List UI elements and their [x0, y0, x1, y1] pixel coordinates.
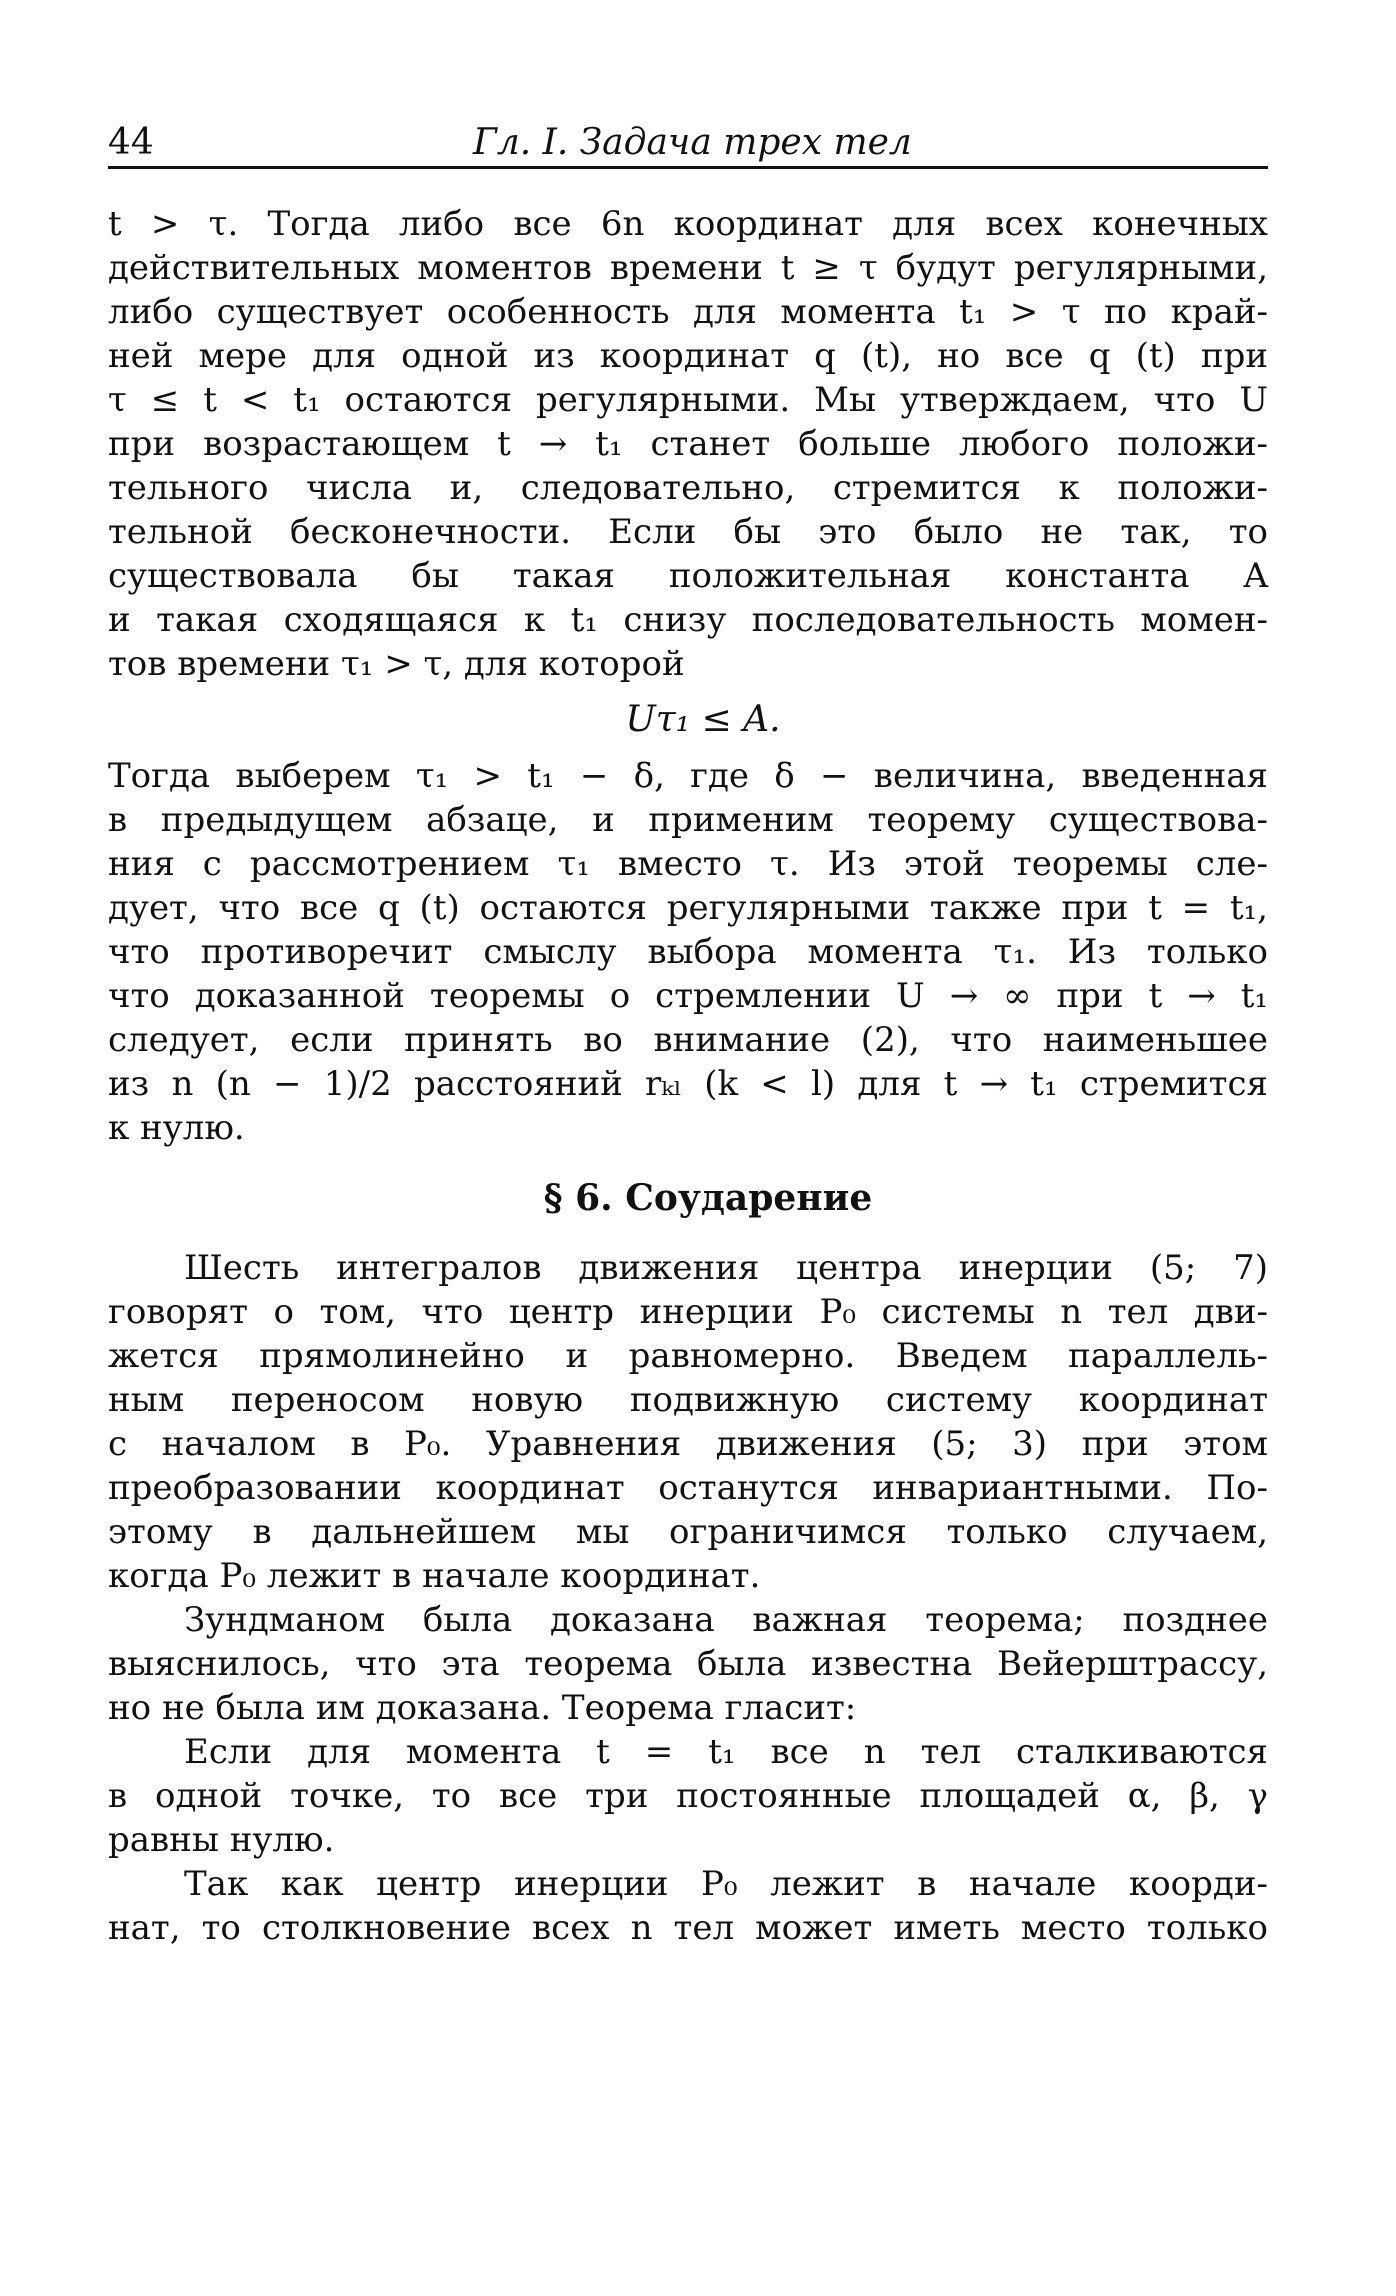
text-line: этому в дальнейшем мы ограничимся только случаем,: [108, 1512, 1268, 1552]
text-line: дует, что все q (t) остаются регулярными также при t = t₁,: [108, 888, 1268, 928]
text-line: к нулю.: [108, 1108, 245, 1148]
paragraph-4: [108, 1598, 1268, 1730]
text-line: говорят о том, что центр инерции P₀ системы n тел дви-: [108, 1292, 1268, 1332]
text-line: что противоречит смыслу выбора момента τ₁. Из только: [108, 932, 1268, 972]
text-line: Так как центр инерции P₀ лежит в начале коорди-: [184, 1864, 1268, 1904]
text-line: с началом в P₀. Уравнения движения (5; 3) при этом: [108, 1424, 1268, 1464]
text-line: когда P₀ лежит в начале координат.: [108, 1556, 761, 1596]
page-number: 44: [108, 122, 154, 163]
header-rule: [108, 166, 1268, 169]
text-line: тельной бесконечности. Если бы это было не так, то: [108, 512, 1268, 552]
page-body: [108, 202, 1268, 1950]
text-line: ным переносом новую подвижную систему координат: [108, 1380, 1268, 1420]
running-title: Гл. I. Задача трех тел: [473, 122, 912, 163]
text-line: но не была им доказана. Теорема гласит:: [108, 1688, 857, 1728]
text-line: из n (n − 1)/2 расстояний rₖₗ (k < l) для t → t₁ стремится: [108, 1064, 1268, 1104]
text-line: следует, если принять во внимание (2), что наименьшее: [108, 1020, 1268, 1060]
text-line: существовала бы такая положительная константа A: [108, 556, 1268, 596]
text-line: Если для момента t = t₁ все n тел сталкиваются: [184, 1732, 1268, 1772]
paragraph-1: [108, 202, 1268, 686]
text-line: τ ≤ t < t₁ остаются регулярными. Мы утверждаем, что U: [108, 380, 1268, 420]
text-line: при возрастающем t → t₁ станет больше любого положи-: [108, 424, 1268, 464]
text-line: и такая сходящаяся к t₁ снизу последовательность момен-: [108, 600, 1268, 640]
text-line: жется прямолинейно и равномерно. Введем параллель-: [108, 1336, 1268, 1376]
paragraph-6: [108, 1862, 1268, 1950]
text-line: преобразовании координат останутся инвариантными. По-: [108, 1468, 1268, 1508]
text-line: Зундманом была доказана важная теорема; позднее: [184, 1600, 1268, 1640]
text-line: равны нулю.: [108, 1820, 335, 1860]
text-line: выяснилось, что эта теорема была известна Вейерштрассу,: [108, 1644, 1268, 1684]
text-line: что доказанной теоремы о стремлении U → ∞ при t → t₁: [108, 976, 1268, 1016]
text-line: Тогда выберем τ₁ > t₁ − δ, где δ − величина, введенная: [108, 756, 1268, 796]
paragraph-2: [108, 754, 1268, 1150]
section-heading: § 6. Соударение: [543, 1177, 873, 1219]
text-line: тельного числа и, следовательно, стремится к положи-: [108, 468, 1268, 508]
text-line: ния с рассмотрением τ₁ вместо τ. Из этой теоремы сле-: [108, 844, 1268, 884]
paragraph-5: [108, 1730, 1268, 1862]
paragraph-3: [108, 1246, 1268, 1598]
text-line: либо существует особенность для момента t₁ > τ по край-: [108, 292, 1268, 332]
text-line: нат, то столкновение всех n тел может иметь место только: [108, 1908, 1268, 1948]
text-line: тов времени τ₁ > τ, для которой: [108, 644, 685, 684]
text-line: в одной точке, то все три постоянные площадей α, β, γ: [108, 1776, 1268, 1816]
text-line: в предыдущем абзаце, и применим теорему существова-: [108, 800, 1268, 840]
text-line: ней мере для одной из координат q (t), но все q (t) при: [108, 336, 1268, 376]
text-line: t > τ. Тогда либо все 6n координат для всех конечных: [108, 204, 1268, 244]
text-line: действительных моментов времени t ≥ τ будут регулярными,: [108, 248, 1268, 288]
text-line: Шесть интегралов движения центра инерции (5; 7): [184, 1248, 1268, 1288]
display-formula: Uτ₁ ≤ A.: [625, 699, 781, 740]
page-header: [108, 112, 1268, 168]
